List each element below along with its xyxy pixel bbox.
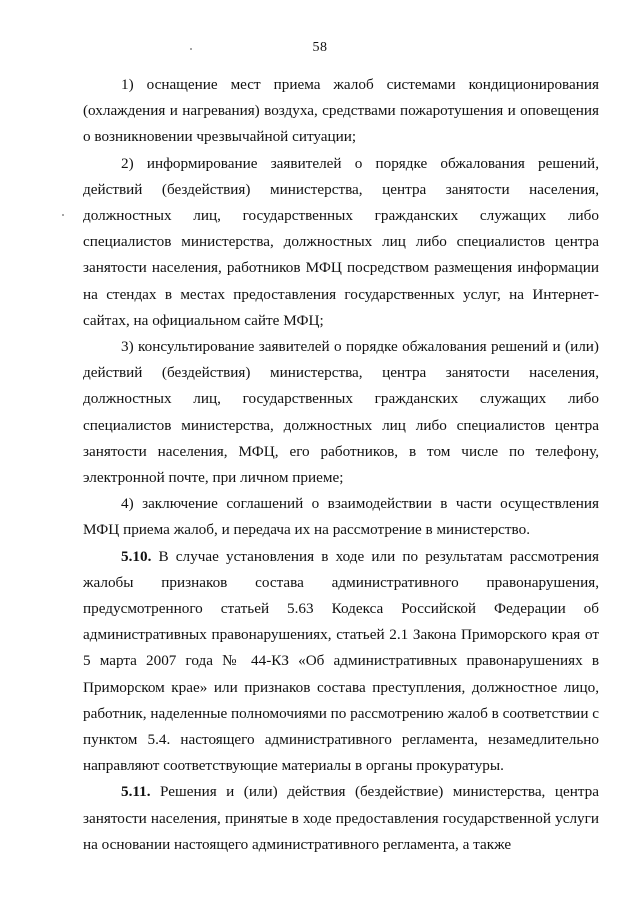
section-5-11 bbox=[83, 779, 599, 858]
scan-speck bbox=[62, 214, 64, 216]
paragraph-item-1 bbox=[83, 72, 599, 151]
paragraph-text: Решения и (или) действия (бездействие) министерства, центра занятости населения, принятые в ходе предоставления государственной услуги на основании настоящего административного регламента, а также bbox=[83, 783, 599, 853]
page-number: 58 bbox=[312, 40, 328, 55]
paragraph-item-2 bbox=[83, 151, 599, 334]
paragraph-text: 1) оснащение мест приема жалоб системами кондиционирования (охлаждения и нагревания) воздуха, средствами пожаротушения и оповещения о возникновении чрезвычайной ситуации; bbox=[83, 76, 599, 146]
section-5-10 bbox=[83, 544, 599, 780]
paragraph-text: 2) информирование заявителей о порядке обжалования решений, действий (бездействия) министерства, центра занятости населения, должностных лиц, государственных гражданских служащих либо специалистов министерства, должностных лиц либо специалистов центра занятости населения, работников МФЦ посредством размещения информации на стендах в местах предоставления государственных услуг, на Интернет-сайтах, на официальном сайте МФЦ; bbox=[83, 154, 599, 329]
paragraph-text: В случае установления в ходе или по результатам рассмотрения жалобы признаков состава административного правонарушения, предусмотренного статьей 5.63 Кодекса Российской Федерации об административных правонарушениях, статьей 2.1 Закона Приморского края от 5 марта 2007 года № 44-КЗ «Об административных правонарушениях в Приморском крае» или признаков состава преступления, должностное лицо, работник, наделенные полномочиями по рассмотрению жалоб в соответствии с пунктом 5.4. настоящего административного регламента, незамедлительно направляют соответствующие материалы в органы прокуратуры. bbox=[83, 547, 599, 775]
document-body bbox=[83, 72, 599, 858]
paragraph-item-3 bbox=[83, 334, 599, 491]
section-number: 5.11. bbox=[121, 783, 151, 801]
paragraph-text: 3) консультирование заявителей о порядке обжалования решений и (или) действий (бездействия) министерства, центра занятости населения, должностных лиц, государственных гражданских служащих либо специалистов министерства, должностных лиц либо специалистов центра занятости населения, МФЦ, его работников, в том числе по телефону, электронной почте, при личном приеме; bbox=[83, 338, 599, 487]
paragraph-item-4 bbox=[83, 491, 599, 543]
section-number: 5.10. bbox=[121, 547, 152, 565]
paragraph-text: 4) заключение соглашений о взаимодействии в части осуществления МФЦ приема жалоб, и передача их на рассмотрение в министерство. bbox=[83, 495, 599, 539]
scan-speck bbox=[190, 48, 192, 50]
